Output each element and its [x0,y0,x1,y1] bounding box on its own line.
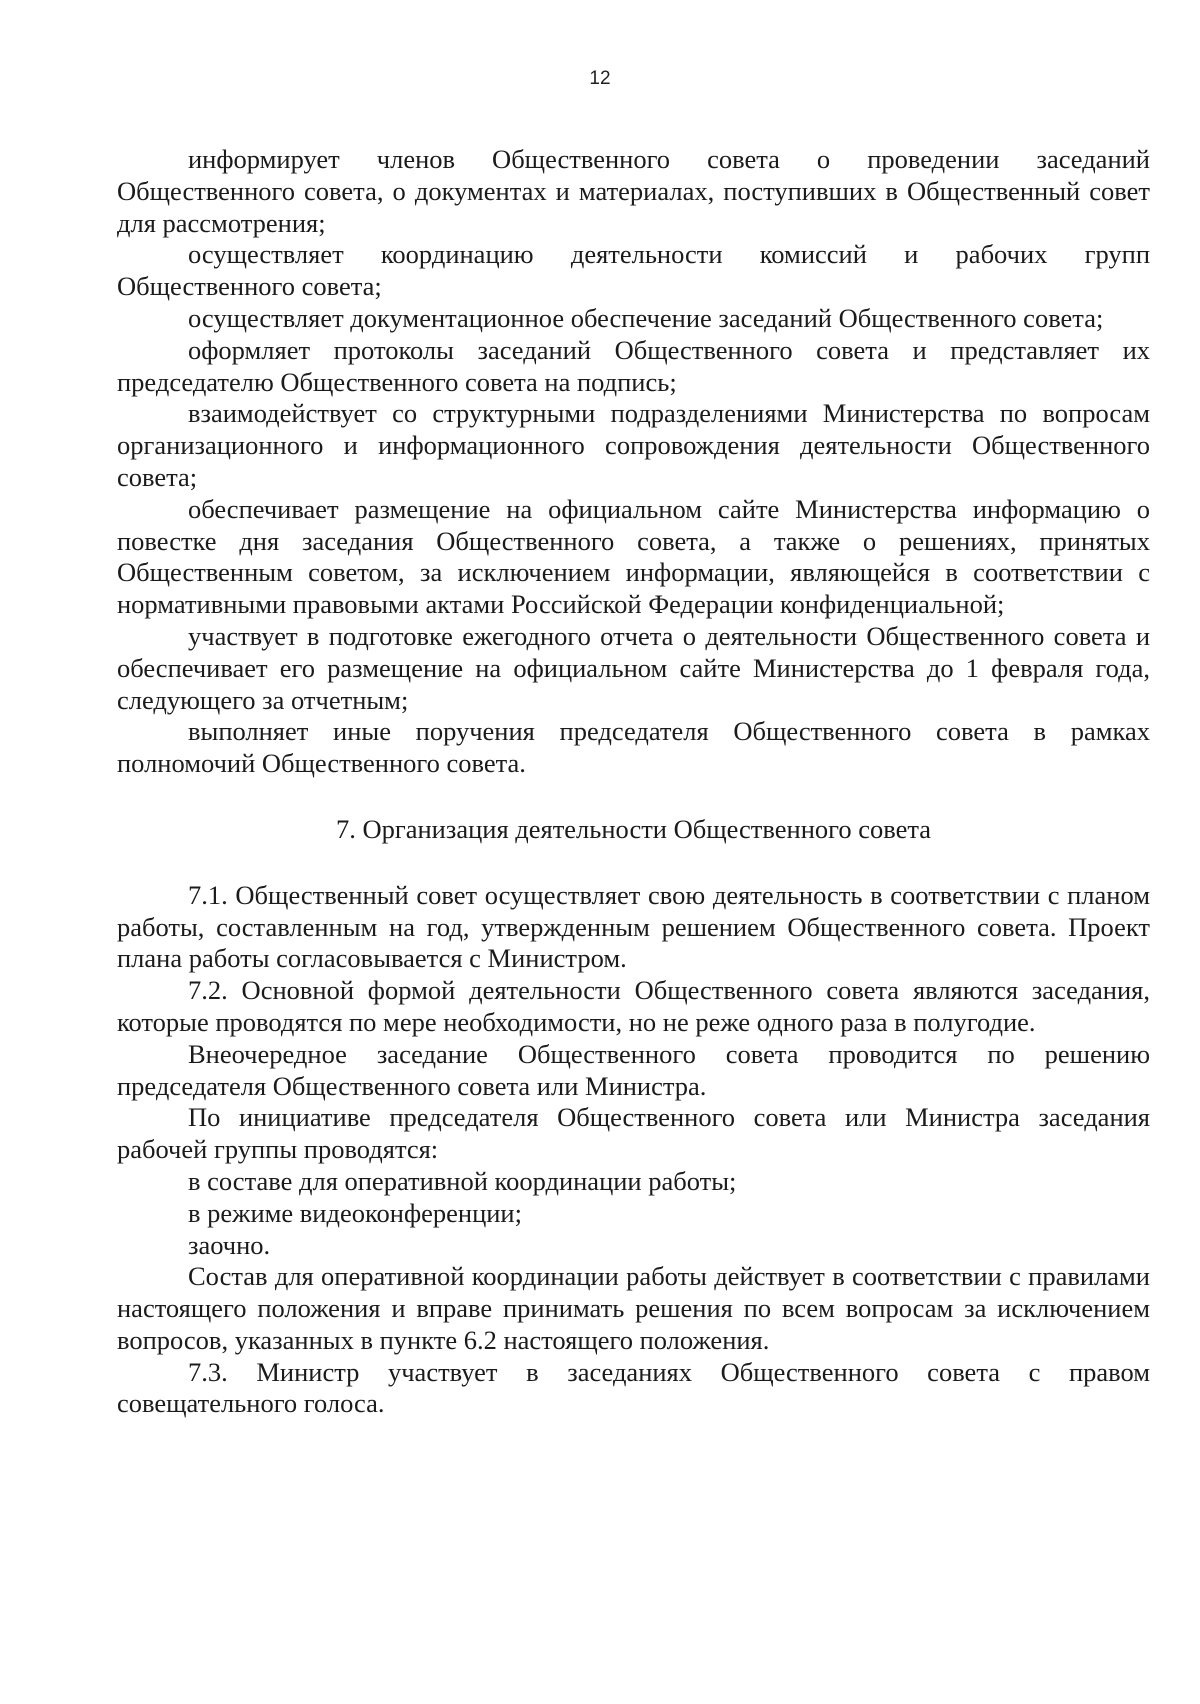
section-paragraph-composition: Состав для оперативной координации работы действует в соответствии с правилами настоящего положения и вправе принимать решения по всем вопросам за исключением вопросов, указанных в пункте 6.2 настоящего положения. [117,1261,1150,1355]
spacer [117,780,1150,814]
duty-paragraph-5: взаимодействует со структурными подразделениями Министерства по вопросам организационного и информационного сопровождения деятельности Общественного совета; [117,398,1150,492]
section-paragraph-7-2: 7.2. Основной формой деятельности Общественного совета являются заседания, которые проводятся по мере необходимости, но не реже одного раза в полугодие. [117,975,1150,1037]
duty-paragraph-3: осуществляет документационное обеспечение заседаний Общественного совета; [188,302,1104,333]
document-body [117,144,1150,1420]
page-number: 12 [589,68,611,89]
duty-paragraph-2: осуществляет координацию деятельности комиссий и рабочих групп Общественного совета; [117,239,1150,302]
duty-paragraph-6: обеспечивает размещение на официальном сайте Министерства информацию о повестке дня заседания Общественного совета, а также о решениях, принятых Общественным советом, за исключением информации, являющейся в соответствии с нормативными правовыми актами Российской Федерации конфиденциальной; [117,493,1150,620]
duty-paragraph-4: оформляет протоколы заседаний Общественного совета и представляет их председателю Общественного совета на подпись; [117,334,1150,397]
duty-paragraph-1: информирует членов Общественного совета о проведении заседаний Общественного совета, о документах и материалах, поступивших в Общественный совет для рассмотрения; [117,144,1150,238]
duty-paragraph-8: выполняет иные поручения председателя Общественного совета в рамках полномочий Общественного совета. [117,716,1150,779]
section-paragraph-extraordinary: Внеочередное заседание Общественного совета проводится по решению председателя Общественного совета или Министра. [117,1038,1150,1101]
list-item-operational: в составе для оперативной координации работы; [188,1165,737,1196]
list-item-absentee: заочно. [188,1229,271,1260]
section-paragraph-7-3: 7.3. Министр участвует в заседаниях Общественного совета с правом совещательного голоса. [117,1356,1150,1419]
section-paragraph-initiative: По инициативе председателя Общественного совета или Министра заседания рабочей группы проводятся: [117,1102,1150,1165]
duty-paragraph-7: участвует в подготовке ежегодного отчета о деятельности Общественного совета и обеспечивает его размещение на официальном сайте Министерства до 1 февраля года, следующего за отчетным; [117,620,1150,715]
list-item-videoconference: в режиме видеоконференции; [188,1197,522,1228]
spacer [117,846,1150,880]
section-paragraph-7-1: 7.1. Общественный совет осуществляет свою деятельность в соответствии с планом работы, составленным на год, утвержденным решением Общественного совета. Проект плана работы согласовывается с Министром. [117,879,1150,974]
section-heading: 7. Организация деятельности Общественного совета [335,813,932,844]
